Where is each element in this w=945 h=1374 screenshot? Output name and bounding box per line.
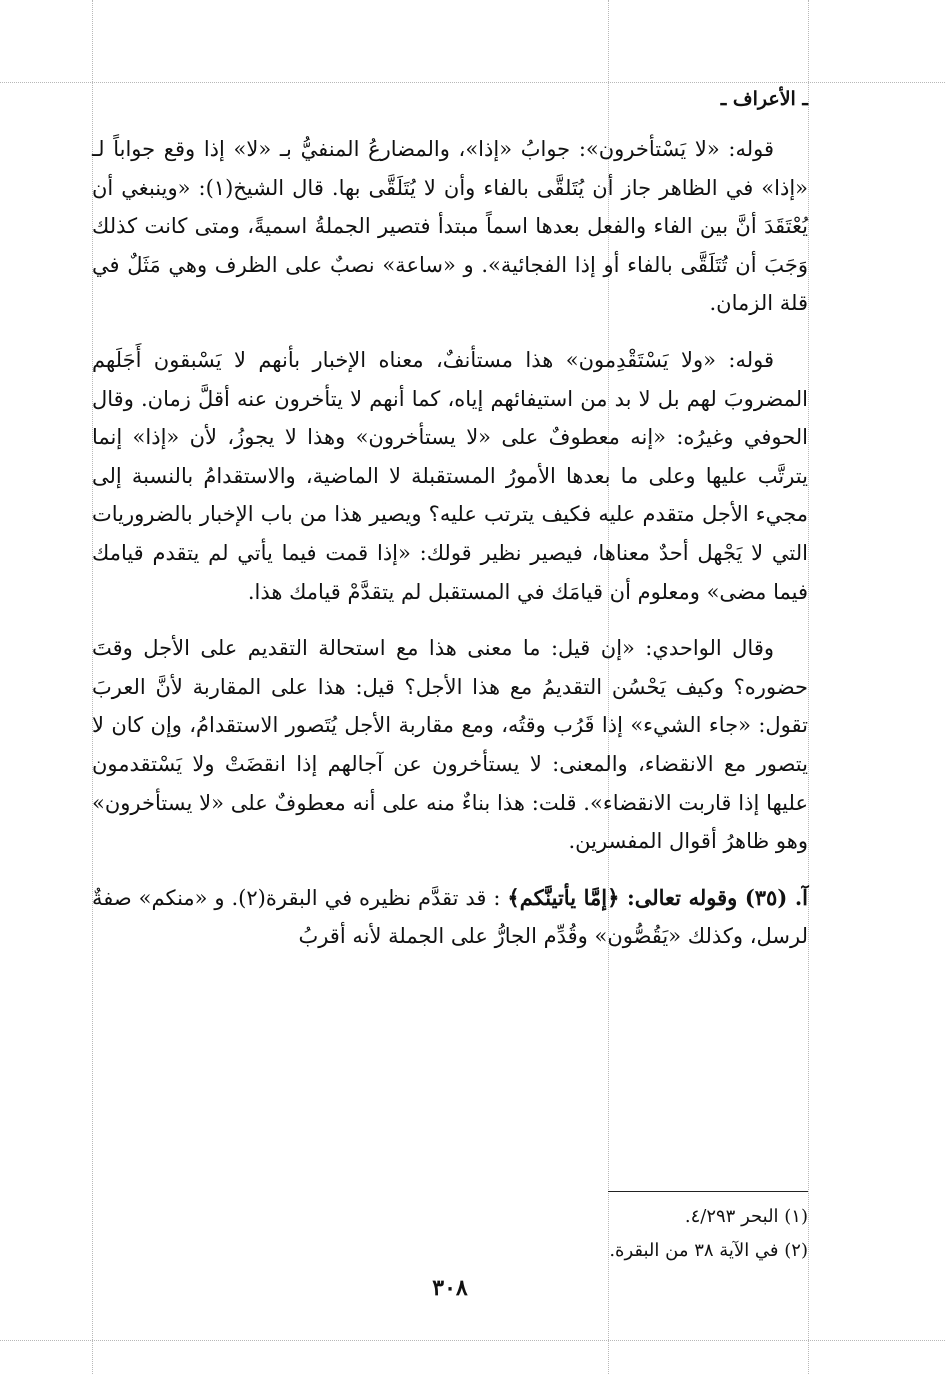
running-header: ـ الأعراف ـ <box>720 88 808 110</box>
verse-commentary: : قد تقدَّم نظيره في البقرة(٢). و «منكم» صفةٌ لرسل، وكذلك «يَقُصُّون» وقُدِّم الجارُّ على الجملة لأنه أقربُ <box>92 885 808 949</box>
footnote-separator <box>608 1191 808 1192</box>
footnote-2: (٢) في الآية ٣٨ من البقرة. <box>609 1240 808 1261</box>
margin-guide-bottom <box>0 1340 945 1341</box>
paragraph-3: وقال الواحدي: «إن قيل: ما معنى هذا مع استحالة التقديم على الأجل وقتَ حضوره؟ وكيف يَحْسُن التقديمُ مع هذا الأجل؟ قيل: هذا على المقاربة لأنَّ العربَ تقول: «جاء الشيء» إذا قَرُب وقتُه، ومع مقاربة الأجل يُتَصور الاستقدامُ، وإن كان لا يتصور مع الانقضاء، والمعنى: لا يستأخرون عن آجالهم إذا انقضَتْ ولا يَسْتقدمون عليها إذا قاربت الانقضاء». قلت: هذا بناءٌ منه على أنه معطوفٌ على «لا يستأخرون» وهو ظاهرُ أقوال المفسرين. <box>92 636 808 854</box>
paragraph-2: قوله: «ولا يَسْتَقْدِمون» هذا مستأنفٌ، معناه الإخبار بأنهم لا يَسْبقون أَجَلَهم المضروبَ لهم بل لا بد من استيفائهم إياه، كما أنهم لا يتأخرون عنه أقلَّ زمان. وقال الحوفي وغيرُه: «إنه معطوفٌ على «لا يستأخرون» وهذا لا يجوزُ، لأن «إذا» إنما يترتَّب عليها وعلى ما بعدها الأمورُ المستقبلة لا الماضية، والاستقدامُ بالنسبة إلى مجيء الأجل متقدم عليه فكيف يترتب عليه؟ ويصير هذا من باب الإخبار بالضروريات التي لا يَجْهل أحدٌ معناها، فيصير نظير قولك: «إذا قمت فيما يأتي لم يتقدم قيامك فيما مضى» ومعلوم أن قيامَك في المستقبل لم يتقدَّمْ قيامك هذا. <box>92 347 808 604</box>
paragraph-1: قوله: «لا يَسْتأخرون»: جوابُ «إذا»، والمضارعُ المنفيُّ بـ «لا» إذا وقع جواباً لـ «إذا» في الظاهر جاز أن يُتَلقَّى بالفاء وأن لا يُتَلَقَّى بها. قال الشيخ(١): «وينبغي أن يُعْتَقَدَ أنَّ بين الفاء والفعل بعدها اسماً مبتدأ فتصير الجملةُ اسميةً، ومتى كانت كذلك وَجَبَ أن تُتَلَقَّى بالفاء أو إذا الفجائية». و «ساعة» نصبٌ على الظرف وهي مَثَلٌ في قلة الزمان. <box>92 137 808 316</box>
paragraph-verse <box>92 879 808 956</box>
footnote-1: (١) البحر ٤/٢٩٣. <box>684 1206 808 1227</box>
book-page <box>92 80 808 1340</box>
main-text <box>92 130 808 974</box>
margin-guide-right <box>808 0 809 1374</box>
page-number: ٣٠٨ <box>432 1275 468 1301</box>
verse-reference: آ. (٣٥) وقوله تعالى: ﴿إمَّا يأتينَّكم﴾ <box>507 884 808 910</box>
footnotes <box>92 1200 808 1268</box>
